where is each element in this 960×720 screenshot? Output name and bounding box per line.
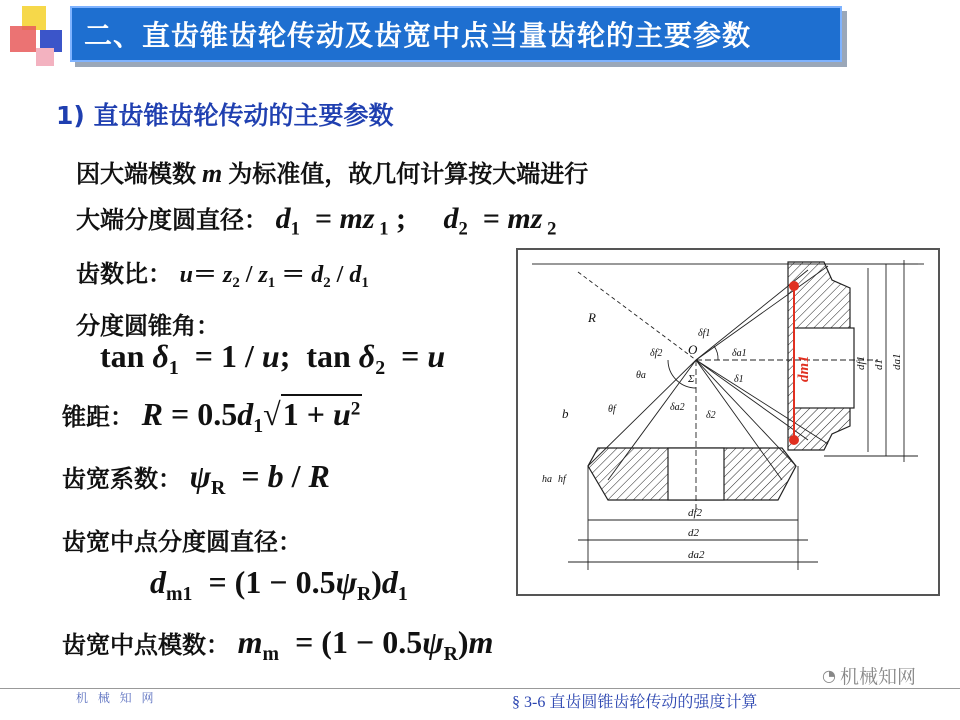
footer-right-text: § 3-6 直齿圆锥齿轮传动的强度计算 [512,694,758,711]
pitch-diameter-formula: $d_1$ = mz $_1$ ; $d_2$ = mz $_2$ [275,202,557,240]
diagram-label-h-a: ha [542,474,552,485]
cone-distance-label: 锥距： [62,403,134,431]
diagram-label-d-1: d1 [873,359,885,370]
diagram-label-theta-a: θa [636,370,646,381]
diagram-label-d-m1: dm1 [796,355,812,382]
diagram-label-d-2: d2 [688,527,699,539]
gear-ratio-line [76,254,369,292]
mid-diameter-formula: $d_{m1} = (1 - 0.5\psi_R)d_1$ [150,564,408,605]
diagram-label-d-a1: da1 [891,353,903,370]
gear-ratio-label: 齿数比： [76,260,172,288]
diagram-label-theta-f: θf [608,404,616,415]
intro-text-pre: 因大端模数 [76,160,196,188]
footer-left-text: 机 械 知 网 [76,691,157,705]
bevel-gear-diagram [516,248,940,596]
pitch-diameter-label: 大端分度圆直径： [76,206,268,234]
gear-ratio-formula: $u= z_2 / z_1 = d_2 / d_1$ [179,262,369,292]
decor-square-red [10,26,36,52]
dm1-top-dot [789,281,799,291]
diagram-label-b: b [562,406,569,421]
dm1-bottom-dot [789,435,799,445]
intro-text-post: 为标准值，故几何计算按大端进行 [228,160,589,188]
mid-module-line [62,624,493,666]
diagram-label-sigma: Σ [688,373,695,385]
diagram-label-d-f1: df1 [855,355,867,370]
mid-diameter-label: 齿宽中点分度圆直径： [62,528,302,556]
face-coef-line [62,458,330,500]
face-coef-label: 齿宽系数： [62,465,182,493]
diagram-label-h-f: hf [558,474,566,485]
diagram-label-O: O [688,342,698,357]
cone-distance-formula: $R = 0.5d_1√1 + u^2$ [141,396,361,437]
pitch-diameter-line [76,200,556,241]
decor-square-pink [36,48,54,66]
diagram-label-R: R [588,310,596,325]
diagram-label-delta-1: δ1 [734,374,744,385]
diagram-label-d-f2: df2 [688,507,703,519]
page-title-bar [70,6,842,62]
cone-distance-line [62,396,362,438]
diagram-label-delta-2: δ2 [706,410,716,421]
wechat-icon: ◔ [822,666,836,685]
mid-module-label: 齿宽中点模数： [62,631,230,659]
diagram-label-delta-a1: δa1 [732,348,747,359]
cone-angle-formula: $\tan \delta_1 = 1 / u$; $\tan \delta_2 = u$ [100,338,446,379]
diagram-label-delta-a2: δa2 [670,402,685,413]
intro-var: m [202,159,223,188]
watermark-text: 机械知网 [839,666,916,688]
face-coef-formula: $\psi_R = b / R$ [189,458,330,499]
diagram-label-delta-f2: δf2 [650,348,663,359]
cone-angle-label: 分度圆锥角： [76,312,220,340]
diagram-label-d-a2: da2 [688,549,705,561]
diagram-label-delta-f1: δf1 [698,328,711,339]
bevel-gear-drawing [518,250,938,594]
page-title: 二、直齿锥齿轮传动及齿宽中点当量齿轮的主要参数 [84,19,752,52]
watermark [822,662,916,689]
section-heading: 1) 直齿锥齿轮传动的主要参数 [56,101,394,130]
mid-module-formula: $m_m = (1 - 0.5\psi_R)m$ [237,624,494,665]
intro-line [76,154,588,189]
